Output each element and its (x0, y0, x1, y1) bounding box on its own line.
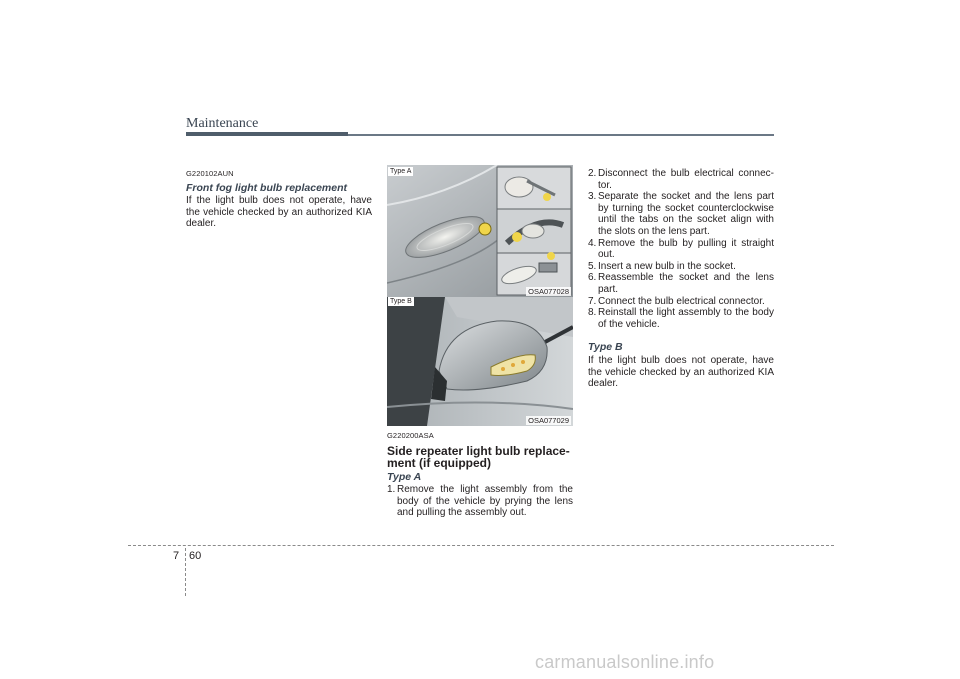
fog-light-subheading: Front fog light bulb replacement (186, 181, 347, 194)
figure-type-a (387, 165, 573, 297)
section-title: Maintenance (186, 116, 259, 131)
step-number: 7. (588, 295, 597, 307)
step-text: Reassemble the socket and the lens part. (598, 272, 774, 295)
right-column (588, 168, 774, 390)
fog-light-body: If the light bulb does not operate, have the vehicle checked by an authorized KIA dealer. (186, 195, 372, 230)
figure-type-label: Type B (390, 298, 412, 305)
step-number: 1. (387, 484, 396, 496)
step-number: 8. (588, 307, 597, 319)
step-number: 6. (588, 272, 597, 284)
section-code: G220200ASA (387, 431, 434, 440)
mirror-repeater-illustration (387, 297, 573, 426)
step-text: Reinstall the light assembly to the body of the vehicle. (598, 307, 774, 330)
chapter-number: 7 (173, 550, 180, 562)
step-text: Disconnect the bulb electrical connec-tor. (598, 168, 774, 191)
step-item (588, 261, 774, 273)
watermark: carmanualsonline.info (535, 652, 715, 672)
step-item (588, 296, 774, 308)
side-repeater-illustration (387, 165, 573, 297)
step-number: 5. (588, 260, 597, 272)
footer-divider (185, 548, 186, 596)
steps-list-continued (588, 168, 774, 330)
type-b-body: If the light bulb does not operate, have the vehicle checked by an authorized KIA dealer. (588, 354, 774, 390)
figure-code: OSA077028 (528, 287, 569, 296)
header-rule-light (348, 134, 774, 136)
steps-list-type-a (387, 484, 573, 519)
section-code: G220102AUN (186, 169, 234, 178)
step-item (588, 307, 774, 330)
header-rule-dark (186, 132, 348, 136)
footer-rule (128, 545, 834, 546)
step-text: Separate the socket and the lens part by turning the socket counterclockwise until the tabs on the socket align with the slots on the lens part. (598, 191, 774, 237)
page-number: 60 (189, 550, 202, 562)
middle-column (387, 430, 573, 519)
type-b-subheading: Type B (588, 341, 623, 354)
step-number: 2. (588, 168, 597, 179)
figure-type-b (387, 297, 573, 426)
step-text: Connect the bulb electrical connector. (598, 295, 765, 307)
step-number: 3. (588, 191, 597, 203)
step-number: 4. (588, 237, 597, 249)
step-text: Insert a new bulb in the socket. (598, 260, 736, 272)
step-item (387, 484, 573, 519)
step-text: Remove the bulb by pulling it straight out. (598, 237, 774, 261)
step-item (588, 168, 774, 191)
figure-type-label: Type A (390, 168, 412, 175)
left-column (186, 168, 372, 230)
side-repeater-heading: Side repeater light bulb replace-ment (if equipped) (387, 443, 570, 471)
figure-code: OSA077029 (528, 416, 569, 425)
step-item (588, 238, 774, 261)
step-text: Remove the light assembly from the body of the vehicle by prying the lens and pulling the assembly out. (397, 484, 573, 519)
step-item (588, 191, 774, 237)
step-item (588, 272, 774, 295)
type-a-subheading: Type A (387, 470, 422, 483)
